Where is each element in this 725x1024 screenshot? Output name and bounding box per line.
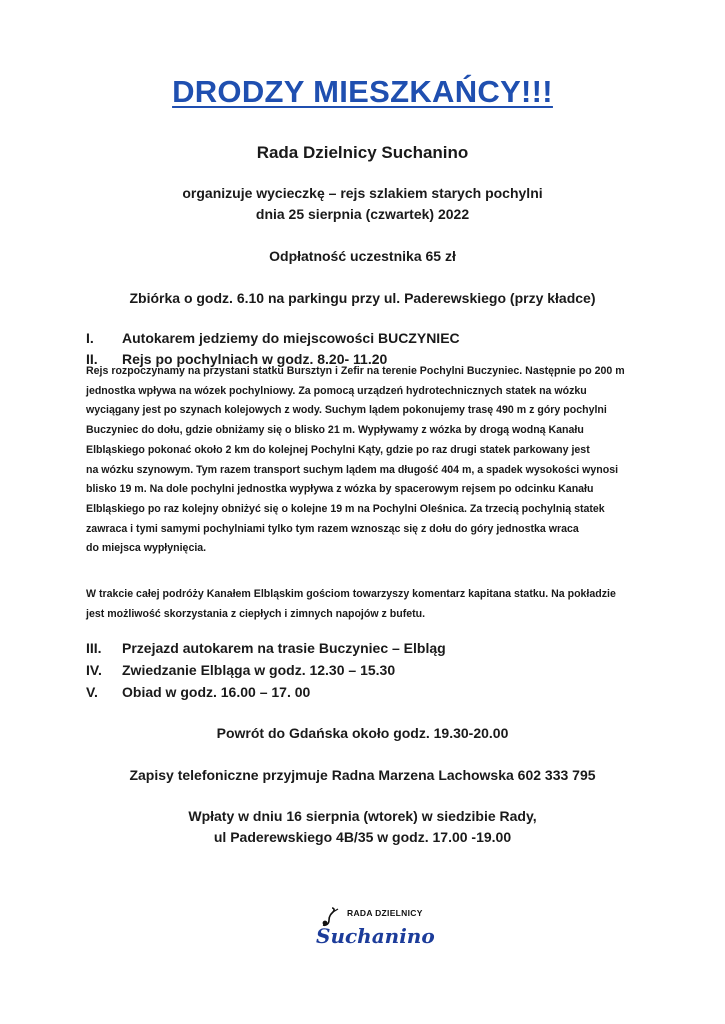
commentary-line: W trakcie całej podróży Kanałem Elbląskim gościom towarzyszy komentarz kapitana statku. Na pokładzie — [86, 588, 616, 600]
plan-item: II. Rejs po pochylniach w godz. 8.20- 11.20 — [86, 351, 388, 367]
description-line: zawraca i tymi samymi pochylniami tylko tym razem wznosząc się z dołu do góry jednostka wraca — [86, 522, 579, 535]
return-line: Powrót do Gdańska około godz. 19.30-20.00 — [216, 725, 509, 741]
plan-item: IV. Zwiedzanie Elbląga w godz. 12.30 – 15.30 — [86, 662, 396, 678]
registration-line: Zapisy telefoniczne przyjmuje Radna Marzena Lachowska 602 333 795 — [129, 767, 596, 783]
logo-name: Suchanino — [316, 924, 435, 948]
description-line: Elbląskiego po raz kolejny obniżyć się o kolejne 19 m na Pochylni Oleśnica. Za trzecią pochylnią statek — [86, 502, 605, 515]
plan-item: I. Autokarem jedziemy do miejscowości BUCZYNIEC — [86, 330, 460, 346]
payment-line-2: ul Paderewskiego 4B/35 w godz. 17.00 -19.00 — [213, 829, 512, 845]
description-line: Rejs rozpoczynamy na przystani statku Bursztyn i Zefir na terenie Pochylni Buczyniec. Następnie po 200 m — [86, 365, 625, 377]
intro-line-2: dnia 25 sierpnia (czwartek) 2022 — [255, 206, 470, 222]
meeting-line: Zbiórka o godz. 6.10 na parkingu przy ul. Paderewskiego (przy kładce) — [129, 290, 596, 306]
description-line: na wózku szynowym. Tym razem transport suchym lądem ma długość 404 m, a spadek wysokości wynosi — [86, 463, 619, 476]
organizer-heading: Rada Dzielnicy Suchanino — [256, 143, 469, 162]
description-line: Elbląskiego pokonać około 2 km do kolejnej Pochylni Kąty, gdzie po raz drugi statek parkowany jest — [86, 443, 590, 456]
district-logo — [300, 904, 440, 950]
description-line: jednostka wpływa na wózek pochylniowy. Za pomocą urządzeń hydrotechnicznych statek na wózku — [86, 384, 587, 397]
plan-item: V. Obiad w godz. 16.00 – 17. 00 — [86, 684, 311, 700]
description-line: do miejsca wypłynięcia. — [86, 542, 207, 555]
fee-line: Odpłatność uczestnika 65 zł — [269, 248, 456, 264]
intro-line-1: organizuje wycieczkę – rejs szlakiem starych pochylni — [182, 185, 543, 201]
description-line: Buczyniec do dołu, gdzie obniżamy się o blisko 21 m. Wypływamy z wózka by drogą wodną Kanału — [86, 424, 584, 437]
description-line: wyciągany jest po szynach kolejowych z wody. Suchym lądem pokonujemy trasę 490 m z góry pochylni — [86, 404, 607, 417]
commentary-line: jest możliwość skorzystania z ciepłych i zimnych napojów z bufetu. — [86, 607, 426, 620]
plan-item: III. Przejazd autokarem na trasie Buczyniec – Elbląg — [86, 640, 446, 656]
page-title: DRODZY MIESZKAŃCY!!! — [172, 74, 553, 109]
payment-line-1: Wpłaty w dniu 16 sierpnia (wtorek) w siedzibie Rady, — [188, 808, 537, 824]
description-line: blisko 19 m. Na dole pochylni jednostka wypływa z wózka by spacerowym rejsem po odcinku Kanału — [86, 483, 594, 496]
commentary-paragraph — [86, 585, 676, 624]
logo-caption: RADA DZIELNICY — [347, 908, 423, 918]
description-paragraph — [86, 362, 676, 559]
